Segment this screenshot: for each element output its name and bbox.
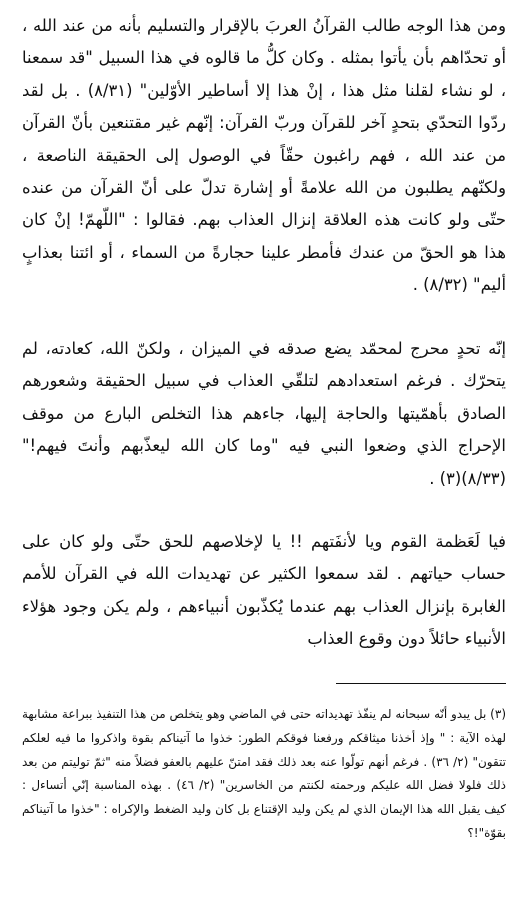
paragraph-2: إنّه تحدٍ محرج لمحمّد يضع صدقه في الميزان ، ولكنّ الله، كعادته، لم يتحرّك . فرغم استعدادهم لتلقّي العذاب في سبيل الحقيقة وشعورهم الصادق بأهمّيتها والحاجة إليها، جاءهم هذا التخلص البارع من موقف الإحراج الذي وضعوا النبي فيه "وما كان الله ليعذّبهم وأنتَ فيهم!" (٨/٣٣)(٣) .: [22, 339, 506, 488]
footnote-3: (٣) بل يبدو أنّه سبحانه لم ينفّذ تهديداته حتى في الماضي وهو يتخلص من هذا التنفيذ ببراعة مشابهة لهذه الآية : " وإذ أخذنا ميثاقكم ورفعنا فوقكم الطور: خذوا ما آتيناكم بقوة واذكروا ما فيه لعلكم تتقون" (٢/ ٣٦) . فرغم أنهم تولّوا عنه بعد ذلك فقد امتنّ عليهم بالعفو فضلاً منه "ثمّ توليتم من بعد ذلك فلولا فضل الله عليكم ورحمته لكنتم من الخاسرين" (٢/ ٤٦) . بهذه المناسبة إنّي أتساءل : كيف يقبل الله هذا الإيمان الذي لم يكن وليد الإقتناع بل كان وليد الضغط والإكراه : "خذوا ما آتيناكم بقوّة"!؟: [22, 707, 507, 840]
footnote-separator: [336, 683, 506, 684]
paragraph-1: ومن هذا الوجه طالب القرآنُ العربَ بالإقرار والتسليم بأنه من عند الله ، أو تحدّاهم بأن يأتوا بمثله . وكان كلُّ ما قالوه في هذا السبيل "قد سمعنا ، لو نشاء لقلنا مثل هذا ، إنْ هذا إلا أساطير الأوّلين" (٨/٣١) . بل لقد ردّوا التحدّي بتحدٍ آخر للقرآن وربّ القرآن: إنّهم غير مقتنعين بأنّ القرآن من عند الله ، فهم راغبون حقّاً في الوصول إلى الحقيقة الناصعة ، ولكنّهم يطلبون من الله علامةً أو إشارة تدلّ على أنّ القرآن من عنده حتّى ولو كانت هذه العلاقة إنزال العذاب بهم. فقالوا : "اللّهمّ! إنْ كان هذا هو الحقّ من عندك فأمطر علينا حجارةً من السماء ، أو ائتنا بعذابٍ أليم" (٨/٣٢) .: [22, 16, 506, 295]
paragraph-3: فيا لَعَظمة القوم ويا لأنفَتهم !! يا لإخلاصهم للحق حتّى ولو كان على حساب حياتهم . لقد سمعوا الكثير عن تهديدات الله في القرآن للأمم الغابرة بإنزال العذاب بهم عندما يُكذّبون أنبياءهم ، ولم يكن وجود هؤلاء الأنبياء حائلاً دون وقوع العذاب: [22, 532, 506, 649]
